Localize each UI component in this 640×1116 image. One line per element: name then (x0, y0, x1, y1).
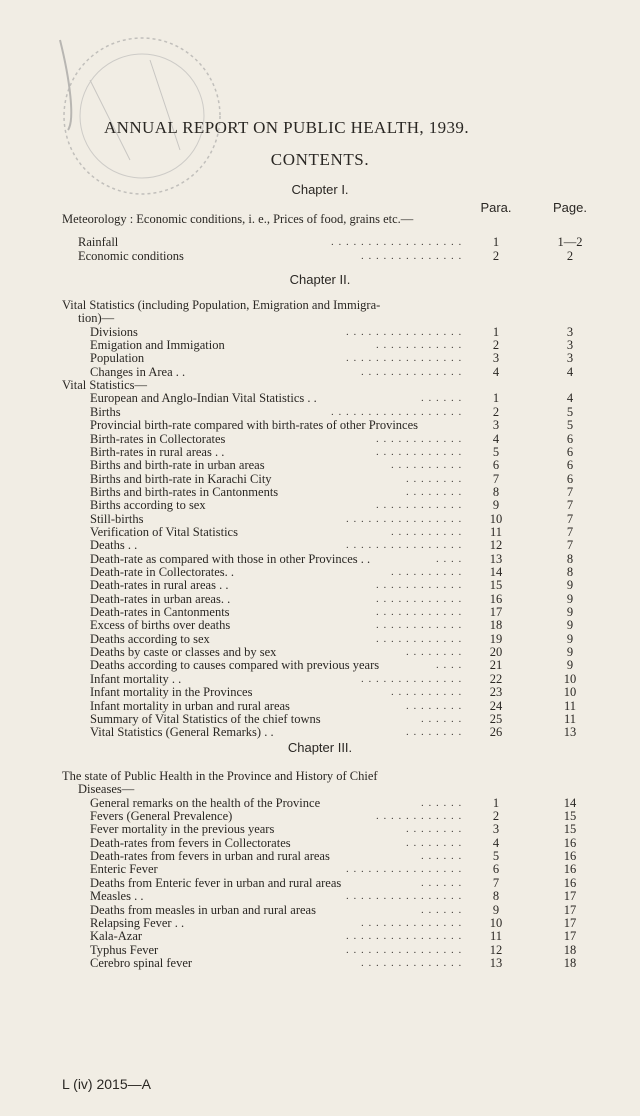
toc-entry-label: Births and birth-rate in urban areas (90, 458, 265, 473)
toc-row (0, 782, 640, 796)
page-number: 10 (563, 685, 577, 700)
para-number: 3 (492, 822, 500, 837)
toc-entry-label: Provincial birth-rate compared with birth-rates of other Provinces (90, 418, 419, 433)
leader-dots: . . . . . . . . (406, 726, 463, 739)
para-number: 6 (492, 458, 500, 473)
para-number: 1 (492, 795, 500, 810)
toc-row (0, 658, 640, 672)
leader-dots: . . . . . . . . . . . . . . . . . . (331, 405, 463, 418)
para-number: 22 (489, 671, 503, 686)
page-number: 9 (566, 645, 574, 660)
toc-row (0, 712, 640, 726)
page-number: 3 (566, 338, 574, 353)
toc-entry-label: General remarks on the health of the Province (90, 795, 321, 810)
toc-entry-label: Fevers (General Prevalence) (90, 809, 233, 824)
page-number: 9 (566, 578, 574, 593)
toc-entry-label: Infant mortality . . (90, 671, 182, 686)
toc-row (0, 605, 640, 619)
para-number: 11 (489, 929, 503, 944)
page-number: 7 (566, 538, 574, 553)
para-number: 26 (489, 725, 503, 740)
para-number: 3 (492, 351, 500, 366)
toc-row (0, 943, 640, 957)
leader-dots: . . . . . . . . (406, 472, 463, 485)
toc-row (0, 325, 640, 339)
para-number: 3 (492, 418, 500, 433)
leader-dots: . . . . . . (421, 712, 463, 725)
toc-row (0, 405, 640, 419)
toc-entry-label: tion)— (78, 311, 115, 326)
leader-dots: . . . . . . . . (406, 646, 463, 659)
leader-dots: . . . . . . . . . . . . . . . . (346, 943, 463, 956)
toc-row (0, 391, 640, 405)
leader-dots: . . . . . . . . . . . . . . (361, 365, 463, 378)
toc-row (0, 351, 640, 365)
toc-row (0, 876, 640, 890)
toc-entry-label: Enteric Fever (90, 862, 158, 877)
para-number: 2 (492, 809, 500, 824)
toc-row (0, 849, 640, 863)
leader-dots: . . . . . . . . . . . . . . . . (346, 325, 463, 338)
toc-entry-label: Economic conditions (78, 248, 184, 263)
page-number: 1—2 (557, 235, 583, 250)
toc-row (0, 956, 640, 970)
leader-dots: . . . . . . . . . . . . (376, 810, 463, 823)
page-number: 3 (566, 324, 574, 339)
toc-row (0, 822, 640, 836)
leader-dots: . . . . . . . . (406, 699, 463, 712)
para-number: 12 (489, 538, 503, 553)
toc-row (0, 645, 640, 659)
toc-row (0, 889, 640, 903)
leader-dots: . . . . . . . . . . . . (376, 592, 463, 605)
toc-row (0, 378, 640, 392)
page-number: 9 (566, 658, 574, 673)
toc-row (0, 929, 640, 943)
toc-row (0, 298, 640, 312)
page-number: 7 (566, 524, 574, 539)
toc-entry-label: Deaths from measles in urban and rural areas (90, 902, 316, 917)
page-number: 16 (563, 849, 577, 864)
leader-dots: . . . . . . . . (406, 836, 463, 849)
page-number: 6 (566, 471, 574, 486)
toc-row (0, 578, 640, 592)
leader-dots: . . . . . . . . . . (391, 525, 463, 538)
page-number: 14 (563, 795, 577, 810)
para-number: 15 (489, 578, 503, 593)
leader-dots: . . . . . . . . . . . . . . (361, 916, 463, 929)
library-stamp-icon (30, 20, 250, 200)
page-number: 7 (566, 484, 574, 499)
chapter-title: Chapter II. (289, 272, 351, 287)
leader-dots: . . . . . . . . . . (391, 459, 463, 472)
para-number: 7 (492, 875, 500, 890)
chapter-title: Chapter III. (287, 740, 353, 755)
toc-row (0, 592, 640, 606)
toc-row (0, 552, 640, 566)
para-number: 7 (492, 471, 500, 486)
toc-entry-label: Kala-Azar (90, 929, 143, 944)
toc-entry-label: Birth-rates in rural areas . . (90, 444, 225, 459)
toc-entry-label: Summary of Vital Statistics of the chief towns (90, 711, 321, 726)
leader-dots: . . . . (436, 659, 463, 672)
page-number: 16 (563, 835, 577, 850)
para-number: 11 (489, 524, 503, 539)
toc-row (0, 249, 640, 263)
toc-row (0, 725, 640, 739)
page-number: 11 (563, 698, 577, 713)
page-number: 6 (566, 431, 574, 446)
leader-dots: . . . . . . . . . . . . (376, 632, 463, 645)
para-number: 9 (492, 498, 500, 513)
toc-row (0, 809, 640, 823)
para-number: 2 (492, 404, 500, 419)
print-reference: L (iv) 2015—A (62, 1076, 151, 1092)
page-column-header: Page. (553, 200, 587, 215)
leader-dots: . . . . . . . . . . . . . . . . (346, 512, 463, 525)
toc-row (0, 699, 640, 713)
toc-row (0, 916, 640, 930)
leader-dots: . . . . . . . . . . (391, 686, 463, 699)
para-number: 24 (489, 698, 503, 713)
toc-entry-label: Births and birth-rate in Karachi City (90, 471, 272, 486)
para-number: 21 (489, 658, 503, 673)
para-number: 1 (492, 235, 500, 250)
toc-entry-label: Death-rates in urban areas. . (90, 591, 231, 606)
para-number: 5 (492, 444, 500, 459)
toc-entry-label: Death-rates in rural areas . . (90, 578, 229, 593)
toc-entry-label: Rainfall (78, 235, 119, 250)
page-number: 9 (566, 631, 574, 646)
page-number: 5 (566, 404, 574, 419)
toc-entry-label: Excess of births over deaths (90, 618, 231, 633)
toc-entry-label: Births according to sex (90, 498, 206, 513)
toc-entry-label: Verification of Vital Statistics (90, 524, 238, 539)
para-number: 4 (492, 835, 500, 850)
page-number: 15 (563, 809, 577, 824)
page-number: 2 (566, 248, 574, 263)
page-number: 9 (566, 605, 574, 620)
contents-title: CONTENTS. (270, 150, 370, 169)
toc-entry-label: Birth-rates in Collectorates (90, 431, 226, 446)
page-number: 10 (563, 671, 577, 686)
para-number: 14 (489, 565, 503, 579)
toc-row (0, 365, 640, 379)
para-number: 2 (492, 248, 500, 263)
toc-row (0, 525, 640, 539)
toc-row (0, 212, 640, 226)
toc-entry-label: Cerebro spinal fever (90, 955, 193, 970)
chapter-title: Chapter I. (291, 182, 349, 197)
toc-row (0, 769, 640, 783)
leader-dots: . . . . . . . . . . . . (376, 619, 463, 632)
para-number: 1 (492, 391, 500, 406)
page-number: 8 (566, 551, 574, 566)
page-number: 5 (566, 418, 574, 433)
toc-entry-label: Typhus Fever (90, 942, 159, 957)
toc-entry-label: The state of Public Health in the Province and History of Chief (62, 769, 378, 783)
leader-dots: . . . . . . . . . . . . (376, 579, 463, 592)
leader-dots: . . . . . . . . . . . . . . . . (346, 539, 463, 552)
para-number: 4 (492, 431, 500, 446)
page-number: 13 (563, 725, 577, 740)
para-number: 16 (489, 591, 503, 606)
para-number: 12 (489, 942, 503, 957)
toc-entry-label: Deaths from Enteric fever in urban and rural areas (90, 875, 342, 890)
leader-dots: . . . . . . . . . . . . . . . . (346, 863, 463, 876)
para-number: 19 (489, 631, 503, 646)
page-number: 4 (566, 364, 574, 379)
para-number: 18 (489, 618, 503, 633)
leader-dots: . . . . . . . . . . . . . . (361, 672, 463, 685)
para-number: 13 (489, 551, 503, 566)
toc-entry-label: Vital Statistics (General Remarks) . . (90, 725, 274, 740)
toc-entry-label: Infant mortality in the Provinces (90, 685, 253, 700)
leader-dots: . . . . . . . . . . . . (376, 499, 463, 512)
leader-dots: . . . . . . . . (406, 485, 463, 498)
page-number: 17 (563, 889, 577, 904)
toc-row (0, 418, 640, 432)
leader-dots: . . . . . . . . . . . . . . (361, 956, 463, 969)
toc-entry-label: Deaths . . (90, 538, 138, 553)
para-number: 13 (489, 955, 503, 970)
leader-dots: . . . . . . . . . . (391, 566, 463, 578)
leader-dots: . . . . . . (421, 392, 463, 405)
para-number: 1 (492, 324, 500, 339)
toc-entry-label: Changes in Area . . (90, 364, 186, 379)
leader-dots: . . . . . . . . . . . . (376, 445, 463, 458)
page-number: 9 (566, 618, 574, 633)
para-number: 4 (492, 364, 500, 379)
report-title: ANNUAL REPORT ON PUBLIC HEALTH, 1939. (104, 118, 469, 137)
toc-entry-label: Emigation and Immigation (90, 338, 225, 353)
leader-dots: . . . . . . . . . . . . . . (361, 249, 463, 262)
toc-row (0, 445, 640, 459)
toc-row (0, 472, 640, 486)
page-number: 7 (566, 511, 574, 526)
toc-entry-label: Still-births (90, 511, 144, 526)
para-number: 9 (492, 902, 500, 917)
toc-entry-label: Measles . . (90, 889, 144, 904)
para-number: 8 (492, 484, 500, 499)
toc-entry-label: Relapsing Fever . . (90, 915, 185, 930)
page-number: 17 (563, 929, 577, 944)
page-number: 7 (566, 498, 574, 513)
leader-dots: . . . . . . . . . . . . (376, 339, 463, 352)
toc-row (0, 498, 640, 512)
toc-row (0, 338, 640, 352)
toc-row (0, 432, 640, 446)
toc-entry-label: Deaths by caste or classes and by sex (90, 645, 277, 660)
page-number: 6 (566, 458, 574, 473)
leader-dots: . . . . . . (421, 903, 463, 916)
toc-row (0, 458, 640, 472)
toc-row (0, 836, 640, 850)
page-number: 15 (563, 822, 577, 837)
toc-entry-label: Deaths according to sex (90, 631, 210, 646)
toc-row (0, 672, 640, 686)
page-number: 16 (563, 875, 577, 890)
toc-row (0, 565, 640, 579)
para-column-header: Para. (480, 200, 512, 215)
toc-entry-label: Death-rates from fevers in urban and rural areas (90, 849, 330, 864)
para-number: 2 (492, 338, 500, 353)
page-number: 17 (563, 902, 577, 917)
toc-entry-label: Births and birth-rates in Cantonments (90, 484, 279, 499)
leader-dots: . . . . . . (421, 876, 463, 889)
leader-dots: . . . . . . (421, 850, 463, 863)
toc-row (0, 796, 640, 810)
page-number: 18 (563, 955, 577, 970)
toc-entry-label: Death-rates in Cantonments (90, 605, 230, 620)
leader-dots: . . . . . . (421, 796, 463, 809)
leader-dots: . . . . . . . . (406, 823, 463, 836)
para-number: 20 (489, 645, 503, 660)
page-number: 4 (566, 391, 574, 406)
toc-entry-label: Diseases— (78, 782, 135, 797)
toc-entry-label: Death-rates from fevers in Collectorates (90, 835, 291, 850)
leader-dots: . . . . . . . . . . . . (376, 606, 463, 619)
page-number: 9 (566, 591, 574, 606)
toc-row (0, 618, 640, 632)
toc-row (0, 538, 640, 552)
page-number: 17 (563, 915, 577, 930)
para-number: 8 (492, 889, 500, 904)
toc-row (0, 311, 640, 325)
leader-dots: . . . . (436, 552, 463, 565)
toc-entry-label: Deaths according to causes compared with previous years (90, 658, 380, 673)
toc-row (0, 485, 640, 499)
page-number: 11 (563, 711, 577, 726)
toc-entry-label: Vital Statistics— (62, 378, 148, 393)
leader-dots: . . . . . . . . . . . . . . . . (346, 890, 463, 903)
toc-row (0, 685, 640, 699)
toc-row (0, 903, 640, 917)
toc-entry-label: Vital Statistics (including Population, Emigration and Immigra- (62, 298, 381, 312)
toc-entry-label: European and Anglo-Indian Vital Statistics . . (90, 391, 317, 406)
leader-dots: . . . . . . . . . . . . (376, 432, 463, 445)
para-number: 5 (492, 849, 500, 864)
toc-row (0, 632, 640, 646)
toc-entry-label: Births (90, 404, 121, 419)
toc-row (0, 862, 640, 876)
page-number: 8 (566, 565, 574, 579)
toc-entry-label: Death-rate as compared with those in other Provinces . . (90, 551, 371, 566)
para-number: 6 (492, 862, 500, 877)
toc-entry-label: Meteorology : Economic conditions, i. e., Prices of food, grains etc.— (62, 212, 414, 226)
toc-row (0, 512, 640, 526)
page-number: 6 (566, 444, 574, 459)
toc-entry-label: Infant mortality in urban and rural areas (90, 698, 290, 713)
toc-entry-label: Death-rate in Collectorates. . (90, 565, 235, 579)
leader-dots: . . . . . . . . . . . . . . . . (346, 930, 463, 943)
para-number: 17 (489, 605, 503, 620)
para-number: 10 (489, 915, 503, 930)
toc-entry-label: Divisions (90, 324, 138, 339)
toc-entry-label: Fever mortality in the previous years (90, 822, 275, 837)
page-number: 16 (563, 862, 577, 877)
page-number: 3 (566, 351, 574, 366)
toc-entry-label: Population (90, 351, 145, 366)
toc-row (0, 235, 640, 249)
para-number: 10 (489, 511, 503, 526)
leader-dots: . . . . . . . . . . . . . . . . (346, 352, 463, 365)
leader-dots: . . . . . . . . . . . . . . . . . . (331, 236, 463, 249)
para-number: 23 (489, 685, 503, 700)
page-number: 18 (563, 942, 577, 957)
para-number: 25 (489, 711, 503, 726)
